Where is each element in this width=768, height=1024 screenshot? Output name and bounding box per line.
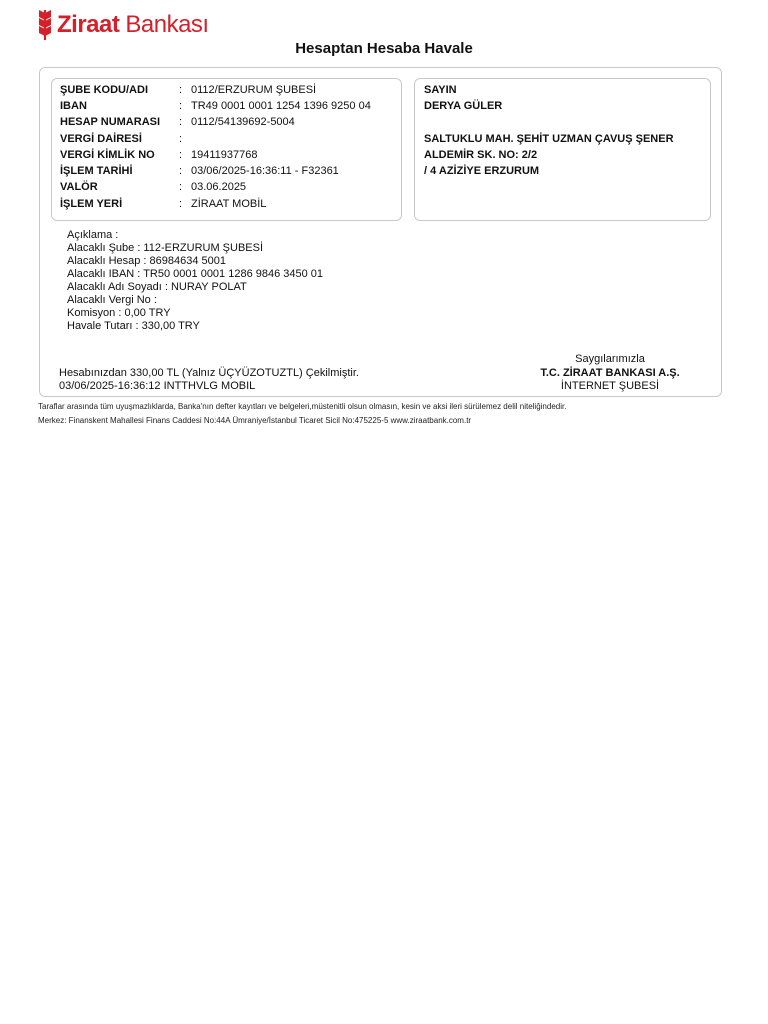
description-line: Alacaklı IBAN : TR50 0001 0001 1286 9846 3450 01 xyxy=(67,268,324,280)
legal-disclaimer: Taraflar arasında tüm uyuşmazlıklarda, Banka'nın defter kayıtları ve belgeleri,müstenitli olsun olmasın, kesin ve aksi ileri sürülemez delil niteliğindedir. xyxy=(38,402,567,411)
detail-label: VERGİ DAİRESİ xyxy=(60,133,142,145)
detail-colon: : xyxy=(179,116,183,128)
brand-name-bold: Ziraat xyxy=(57,11,120,38)
wheat-logo-icon xyxy=(37,9,53,41)
description-line: Havale Tutarı : 330,00 TRY xyxy=(67,320,200,332)
detail-label: VALÖR xyxy=(60,181,98,193)
recipient-salutation: SAYIN xyxy=(424,84,457,96)
description-line: Açıklama : xyxy=(67,229,119,241)
detail-value: 19411937768 xyxy=(191,149,258,161)
detail-colon: : xyxy=(179,181,183,193)
signature-branch: İNTERNET ŞUBESİ xyxy=(560,380,660,392)
recipient-address-line: / 4 AZİZİYE ERZURUM xyxy=(424,165,540,177)
signature-greeting: Saygılarımızla xyxy=(575,353,645,365)
detail-value: 0112/ERZURUM ŞUBESİ xyxy=(191,84,317,96)
detail-label: İŞLEM TARİHİ xyxy=(60,165,133,177)
detail-colon: : xyxy=(179,149,183,161)
detail-value: ZİRAAT MOBİL xyxy=(191,198,267,210)
description-line: Alacaklı Vergi No : xyxy=(67,294,157,306)
detail-label: VERGİ KİMLİK NO xyxy=(60,149,155,161)
recipient-name: DERYA GÜLER xyxy=(424,100,503,112)
detail-label: ŞUBE KODU/ADI xyxy=(60,84,149,96)
detail-value: 03/06/2025-16:36:11 - F32361 xyxy=(191,165,339,177)
detail-colon: : xyxy=(179,100,183,112)
bank-logo xyxy=(37,8,209,42)
recipient-address-line: SALTUKLU MAH. ŞEHİT UZMAN ÇAVUŞ ŞENER xyxy=(424,133,674,145)
brand-name-regular: Bankası xyxy=(125,11,209,38)
detail-value: 03.06.2025 xyxy=(191,181,247,193)
signature-bank: T.C. ZİRAAT BANKASI A.Ş. xyxy=(540,367,680,379)
description-line: Alacaklı Hesap : 86984634 5001 xyxy=(67,255,227,267)
recipient-address-line: ALDEMİR SK. NO: 2/2 xyxy=(424,149,538,161)
description-line: Alacaklı Adı Soyadı : NURAY POLAT xyxy=(67,281,247,293)
debit-summary: Hesabınızdan 330,00 TL (Yalnız ÜÇYÜZOTUZTL) Çekilmiştir. xyxy=(59,367,359,379)
detail-colon: : xyxy=(179,165,183,177)
headquarters-address: Merkez: Finanskent Mahallesi Finans Caddesi No:44A Ümraniye/İstanbul Ticaret Sicil No:475225-5 www.ziraatbank.com.tr xyxy=(38,416,472,425)
document-title: Hesaptan Hesaba Havale xyxy=(295,40,473,57)
detail-value: 0112/54139692-5004 xyxy=(191,116,295,128)
detail-label: İŞLEM YERİ xyxy=(60,198,123,210)
detail-label: HESAP NUMARASI xyxy=(60,116,161,128)
description-line: Komisyon : 0,00 TRY xyxy=(67,307,171,319)
description-line: Alacaklı Şube : 112-ERZURUM ŞUBESİ xyxy=(67,242,264,254)
detail-value: TR49 0001 0001 1254 1396 9250 04 xyxy=(191,100,371,112)
detail-label: IBAN xyxy=(60,100,87,112)
detail-colon: : xyxy=(179,198,183,210)
detail-colon: : xyxy=(179,84,183,96)
detail-colon: : xyxy=(179,133,183,145)
transaction-reference: 03/06/2025-16:36:12 INTTHVLG MOBIL xyxy=(59,380,256,392)
